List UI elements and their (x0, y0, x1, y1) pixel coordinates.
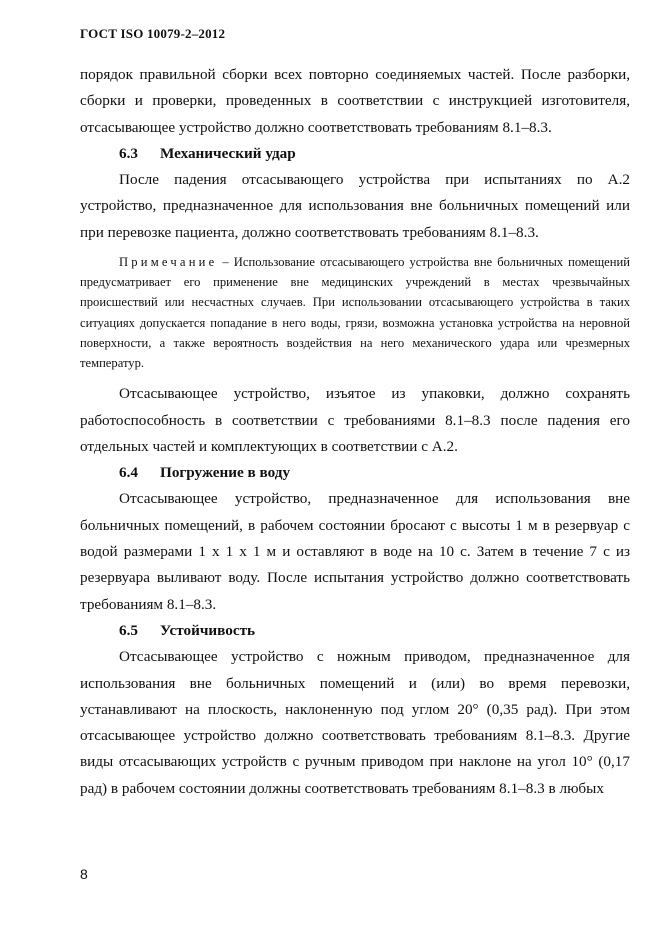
note-text: – Использование отсасывающего устройства вне больничных помещений предусматривает его применение вне медицинских учреждений в местах чрезвычайных происшествий или несчастных случаев. При использовании отсасывающего устройства в таких ситуациях допускается попадание в него воды, грязи, возможна установка устройства на неровной поверхности, а также вероятность воздействия на него механического удара или чрезмерных температур. (80, 255, 630, 371)
page-header-standard: ГОСТ ISO 10079-2–2012 (80, 26, 226, 41)
section-title: Механический удар (160, 144, 296, 162)
section-number: 6.4 (119, 464, 138, 482)
paragraph-water-immersion: Отсасывающее устройство, предназначенное для использования вне больничных помещений, в рабочем состоянии бросают с высоты 1 м в резервуар с водой размерами 1 х 1 х 1 м и оставляют в воде на 10 с. Затем в течение 7 с из резервуара выливают воду. После испытания устройство должно соответствовать требованиям 8.1–8.3. (80, 490, 630, 613)
paragraph-stability: Отсасывающее устройство с ножным приводом, предназначенное для использования вне больничных помещений и (или) во время перевозки, устанавливают на плоскость, наклоненную под углом 20° (0,35 рад). При этом отсасывающее устройство должно соответствовать требованиям 8.1–8.3. Другие виды отсасывающих устройств с ручным приводом при наклоне на угол 10° (0,17 рад) в рабочем состоянии должны соответствовать требованиям 8.1–8.3 в любых (80, 648, 630, 797)
section-title: Погружение в воду (160, 464, 291, 482)
section-heading-6-5 (80, 618, 630, 644)
page-number: 8 (80, 866, 88, 882)
section-heading-6-3 (80, 141, 630, 167)
paragraph-mechanical-impact: После падения отсасывающего устройства при испытаниях по А.2 устройство, предназначенное для использования вне больничных помещений или при перевозке пациента, должно соответствовать требованиям 8.1–8.3. (80, 171, 630, 241)
section-number: 6.3 (119, 144, 138, 162)
section-number: 6.5 (119, 621, 138, 639)
note-block (80, 252, 630, 373)
note-label: Примечание (119, 255, 218, 270)
document-body (80, 62, 630, 802)
paragraph-continuation: порядок правильной сборки всех повторно соединяемых частей. После разборки, сборки и проверки, проведенных в соответствии с инструкцией изготовителя, отсасывающее устройство должно соответствовать требованиям 8.1–8.3. (80, 66, 630, 136)
paragraph-unpacked-device: Отсасывающее устройство, изъятое из упаковки, должно сохранять работоспособность в соответствии с требованиями 8.1–8.3 после падения его отдельных частей и комплектующих в соответствии с А.2. (80, 385, 630, 455)
section-title: Устойчивость (160, 621, 256, 639)
section-heading-6-4 (80, 460, 630, 486)
